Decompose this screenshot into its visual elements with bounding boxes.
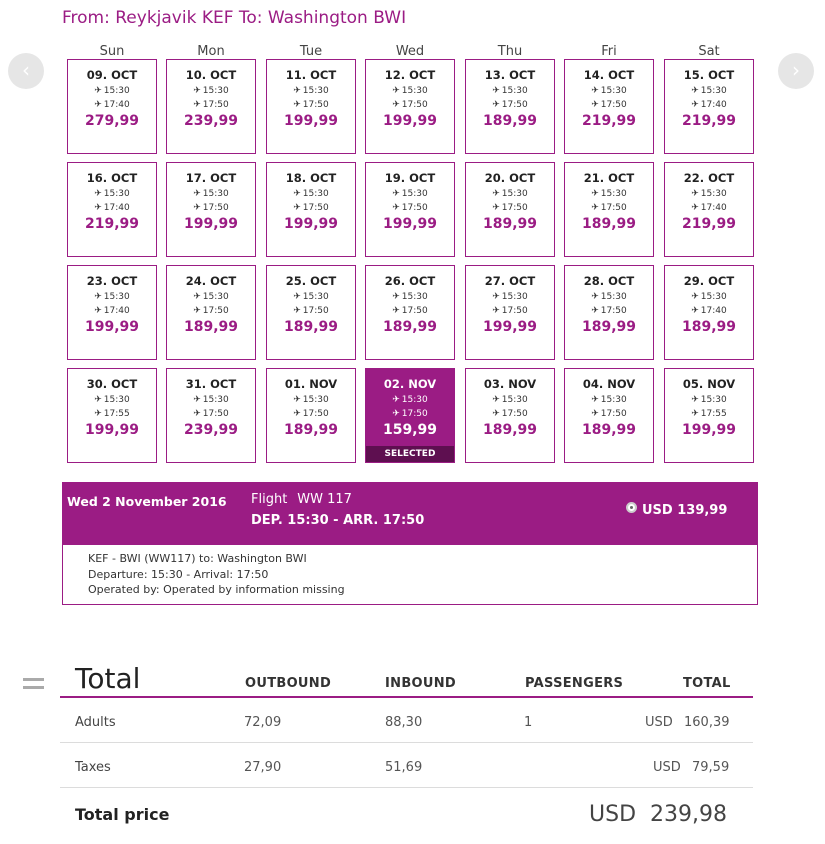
fare-date: 23. OCT (86, 274, 138, 288)
arrival-time-value: 17:50 (501, 409, 528, 419)
takeoff-icon: ✈ (691, 86, 699, 96)
summary-title: Total (75, 662, 141, 695)
fare-cell[interactable] (465, 368, 555, 463)
fare-date: 02. NOV (383, 377, 437, 391)
adults-passengers: 1 (524, 715, 533, 730)
takeoff-icon: ✈ (193, 292, 201, 302)
fare-date: 18. OCT (285, 171, 337, 185)
arrival-time (68, 98, 156, 112)
arrival-time (167, 201, 255, 215)
arrival-time-value: 17:50 (600, 306, 627, 316)
fare-price: 219,99 (681, 113, 737, 129)
fare-price[interactable]: USD 139,99 (642, 503, 728, 518)
arrival-time-value: 17:50 (302, 100, 329, 110)
fare-date: 20. OCT (484, 171, 536, 185)
weekday-header: Tue (299, 44, 323, 59)
fare-cell[interactable] (365, 265, 455, 360)
departure-time (565, 187, 653, 201)
flight-operator-line: Operated by: Operated by information missing (88, 583, 345, 596)
takeoff-icon: ✈ (193, 189, 201, 199)
fare-price: 189,99 (681, 319, 737, 335)
fare-date: 17. OCT (185, 171, 237, 185)
landing-icon: ✈ (94, 203, 102, 213)
fare-price: 189,99 (382, 319, 438, 335)
departure-time (466, 84, 554, 98)
arrival-time-value: 17:50 (501, 306, 528, 316)
fare-date: 11. OCT (285, 68, 337, 82)
takeoff-icon: ✈ (392, 86, 400, 96)
arrival-time-value: 17:50 (302, 409, 329, 419)
arrival-time-value: 17:40 (700, 306, 727, 316)
departure-time (68, 290, 156, 304)
landing-icon: ✈ (392, 306, 400, 316)
fare-price: 199,99 (382, 113, 438, 129)
weekday-header: Wed (395, 44, 425, 59)
fare-cell[interactable] (266, 368, 356, 463)
landing-icon: ✈ (94, 409, 102, 419)
landing-icon: ✈ (193, 306, 201, 316)
fare-price: 239,99 (183, 422, 239, 438)
arrival-time (366, 407, 454, 421)
arrival-time-value: 17:40 (103, 100, 130, 110)
fare-cell[interactable] (664, 162, 754, 257)
fare-cell-selected[interactable] (365, 368, 455, 463)
fare-date: 01. NOV (284, 377, 338, 391)
takeoff-icon: ✈ (691, 189, 699, 199)
departure-time-value: 15:30 (600, 292, 627, 302)
departure-time-value: 15:30 (401, 395, 428, 405)
fare-date: 21. OCT (583, 171, 635, 185)
takeoff-icon: ✈ (392, 292, 400, 302)
weekday-header: Sat (698, 44, 720, 59)
takeoff-icon: ✈ (492, 86, 500, 96)
departure-time-value: 15:30 (103, 395, 130, 405)
fare-date: 12. OCT (384, 68, 436, 82)
departure-time-value: 15:30 (501, 189, 528, 199)
total-price-amount: 239,98 (650, 802, 727, 827)
fare-cell[interactable] (67, 162, 157, 257)
takeoff-icon: ✈ (591, 292, 599, 302)
departure-time (366, 290, 454, 304)
arrival-time-value: 17:40 (700, 100, 727, 110)
fare-cell[interactable] (465, 162, 555, 257)
fare-price: 199,99 (84, 422, 140, 438)
arrival-time (565, 201, 653, 215)
fare-price: 199,99 (283, 113, 339, 129)
takeoff-icon: ✈ (193, 86, 201, 96)
departure-time (366, 187, 454, 201)
flight-date: Wed 2 November 2016 (67, 494, 227, 509)
total-header: TOTAL (683, 676, 731, 691)
fare-price: 189,99 (482, 216, 538, 232)
departure-time-value: 15:30 (401, 86, 428, 96)
departure-time-value: 15:30 (700, 292, 727, 302)
fare-cell[interactable] (166, 162, 256, 257)
departure-time (267, 290, 355, 304)
arrival-time (366, 201, 454, 215)
fare-date: 10. OCT (185, 68, 237, 82)
landing-icon: ✈ (591, 100, 599, 110)
takeoff-icon: ✈ (94, 189, 102, 199)
takeoff-icon: ✈ (492, 292, 500, 302)
landing-icon: ✈ (392, 203, 400, 213)
weekday-header: Sun (99, 44, 125, 59)
departure-time (68, 393, 156, 407)
flight-label: Flight (251, 492, 288, 507)
departure-time-value: 15:30 (401, 189, 428, 199)
weekday-header: Mon (197, 44, 225, 59)
landing-icon: ✈ (691, 203, 699, 213)
departure-time-value: 15:30 (501, 292, 528, 302)
takeoff-icon: ✈ (293, 189, 301, 199)
departure-time-value: 15:30 (202, 86, 229, 96)
takeoff-icon: ✈ (392, 189, 400, 199)
row-divider (60, 742, 753, 743)
fare-cell[interactable] (266, 265, 356, 360)
total-price-label: Total price (75, 805, 170, 824)
fare-cell[interactable] (365, 162, 455, 257)
landing-icon: ✈ (392, 100, 400, 110)
fare-radio-button[interactable] (626, 502, 637, 513)
landing-icon: ✈ (691, 100, 699, 110)
fare-date: 05. NOV (682, 377, 736, 391)
arrival-time (665, 98, 753, 112)
fare-price: 189,99 (283, 319, 339, 335)
departure-time (366, 393, 454, 407)
selected-badge: SELECTED (366, 446, 454, 462)
fare-cell[interactable] (564, 368, 654, 463)
takeoff-icon: ✈ (492, 189, 500, 199)
fare-cell[interactable] (266, 162, 356, 257)
flight-number: WW 117 (297, 492, 352, 507)
takeoff-icon: ✈ (94, 395, 102, 405)
flight-time-line: Departure: 15:30 - Arrival: 17:50 (88, 567, 269, 581)
fare-price: 199,99 (482, 319, 538, 335)
outbound-header: OUTBOUND (245, 676, 332, 691)
fare-price: 189,99 (581, 216, 637, 232)
fare-price: 279,99 (84, 113, 140, 129)
weekday-header: Thu (497, 44, 523, 59)
taxes-label: Taxes (75, 760, 111, 775)
adults-outbound: 72,09 (244, 715, 282, 730)
arrival-time-value: 17:50 (202, 306, 229, 316)
fare-date: 19. OCT (384, 171, 436, 185)
flight-number-line (251, 492, 362, 507)
fare-date: 09. OCT (86, 68, 138, 82)
summary-divider (60, 696, 753, 698)
fare-date: 04. NOV (582, 377, 636, 391)
departure-time (665, 393, 753, 407)
arrival-time (565, 98, 653, 112)
fare-cell[interactable] (365, 59, 455, 154)
arrival-time-value: 17:50 (501, 203, 528, 213)
departure-time-value: 15:30 (401, 292, 428, 302)
fare-price: 219,99 (84, 216, 140, 232)
passengers-header: PASSENGERS (525, 676, 624, 691)
departure-time (167, 84, 255, 98)
adults-currency: USD (645, 715, 673, 730)
departure-time (466, 393, 554, 407)
landing-icon: ✈ (492, 409, 500, 419)
fare-price: 199,99 (283, 216, 339, 232)
landing-icon: ✈ (392, 409, 400, 419)
departure-time (565, 84, 653, 98)
departure-time (665, 84, 753, 98)
landing-icon: ✈ (492, 306, 500, 316)
takeoff-icon: ✈ (691, 292, 699, 302)
arrival-time (267, 304, 355, 318)
fare-date: 31. OCT (185, 377, 237, 391)
fare-price: 189,99 (581, 319, 637, 335)
departure-time-value: 15:30 (202, 395, 229, 405)
departure-time-value: 15:30 (600, 395, 627, 405)
adults-label: Adults (75, 715, 116, 730)
landing-icon: ✈ (193, 100, 201, 110)
weekday-header: Fri (601, 44, 617, 59)
arrival-time-value: 17:50 (302, 203, 329, 213)
departure-time-value: 15:30 (600, 86, 627, 96)
landing-icon: ✈ (293, 306, 301, 316)
arrival-time (267, 98, 355, 112)
fare-price: 199,99 (183, 216, 239, 232)
departure-time (466, 290, 554, 304)
fare-date: 24. OCT (185, 274, 237, 288)
taxes-inbound: 51,69 (385, 760, 423, 775)
landing-icon: ✈ (492, 100, 500, 110)
arrival-time (665, 407, 753, 421)
arrival-time-value: 17:40 (103, 203, 130, 213)
landing-icon: ✈ (94, 100, 102, 110)
fare-cell[interactable] (465, 265, 555, 360)
fare-price: 199,99 (681, 422, 737, 438)
adults-inbound: 88,30 (385, 715, 423, 730)
departure-time (267, 393, 355, 407)
taxes-currency: USD (653, 760, 681, 775)
fare-date: 22. OCT (683, 171, 735, 185)
landing-icon: ✈ (193, 409, 201, 419)
arrival-time (565, 304, 653, 318)
fare-price: 189,99 (183, 319, 239, 335)
arrival-time-value: 17:50 (401, 306, 428, 316)
takeoff-icon: ✈ (392, 395, 400, 405)
flight-times: DEP. 15:30 - ARR. 17:50 (251, 513, 425, 528)
arrival-time (366, 304, 454, 318)
arrival-time-value: 17:50 (401, 100, 428, 110)
landing-icon: ✈ (691, 409, 699, 419)
takeoff-icon: ✈ (492, 395, 500, 405)
departure-time-value: 15:30 (103, 292, 130, 302)
arrival-time (366, 98, 454, 112)
fare-date: 29. OCT (683, 274, 735, 288)
arrival-time (466, 304, 554, 318)
takeoff-icon: ✈ (293, 292, 301, 302)
arrival-time-value: 17:50 (202, 203, 229, 213)
takeoff-icon: ✈ (591, 189, 599, 199)
arrival-time-value: 17:50 (600, 203, 627, 213)
fare-date: 15. OCT (683, 68, 735, 82)
fare-price: 189,99 (581, 422, 637, 438)
fare-cell[interactable] (564, 162, 654, 257)
fare-cell[interactable] (564, 59, 654, 154)
departure-time-value: 15:30 (302, 189, 329, 199)
route-title: From: Reykjavik KEF To: Washington BWI (62, 8, 407, 28)
takeoff-icon: ✈ (591, 395, 599, 405)
arrival-time (267, 407, 355, 421)
departure-time (366, 84, 454, 98)
fare-cell[interactable] (166, 59, 256, 154)
departure-time-value: 15:30 (600, 189, 627, 199)
departure-time-value: 15:30 (302, 395, 329, 405)
fare-price: 189,99 (283, 422, 339, 438)
menu-icon[interactable] (23, 678, 44, 694)
landing-icon: ✈ (591, 306, 599, 316)
fare-price: 199,99 (382, 216, 438, 232)
takeoff-icon: ✈ (193, 395, 201, 405)
fare-price: 199,99 (84, 319, 140, 335)
fare-price: 189,99 (482, 422, 538, 438)
departure-time-value: 15:30 (103, 86, 130, 96)
previous-week-button[interactable]: ‹ (8, 53, 44, 89)
landing-icon: ✈ (591, 409, 599, 419)
departure-time-value: 15:30 (302, 292, 329, 302)
departure-time-value: 15:30 (700, 189, 727, 199)
inbound-header: INBOUND (385, 676, 457, 691)
fare-price: 159,99 (382, 422, 438, 438)
fare-date: 13. OCT (484, 68, 536, 82)
takeoff-icon: ✈ (591, 86, 599, 96)
fare-date: 27. OCT (484, 274, 536, 288)
arrival-time (565, 407, 653, 421)
fare-cell[interactable] (664, 368, 754, 463)
landing-icon: ✈ (94, 306, 102, 316)
departure-time (565, 290, 653, 304)
arrival-time-value: 17:50 (302, 306, 329, 316)
departure-time (267, 84, 355, 98)
departure-time (665, 290, 753, 304)
fare-price: 239,99 (183, 113, 239, 129)
arrival-time-value: 17:50 (501, 100, 528, 110)
fare-cell[interactable] (166, 368, 256, 463)
fare-cell[interactable] (664, 59, 754, 154)
arrival-time (68, 304, 156, 318)
arrival-time (665, 201, 753, 215)
fare-date: 26. OCT (384, 274, 436, 288)
fare-date: 16. OCT (86, 171, 138, 185)
takeoff-icon: ✈ (293, 86, 301, 96)
arrival-time (68, 407, 156, 421)
departure-time-value: 15:30 (700, 395, 727, 405)
arrival-time-value: 17:40 (700, 203, 727, 213)
arrival-time-value: 17:50 (401, 409, 428, 419)
departure-time-value: 15:30 (501, 395, 528, 405)
departure-time (565, 393, 653, 407)
landing-icon: ✈ (293, 409, 301, 419)
fare-date: 25. OCT (285, 274, 337, 288)
landing-icon: ✈ (691, 306, 699, 316)
arrival-time-value: 17:50 (202, 100, 229, 110)
arrival-time-value: 17:50 (202, 409, 229, 419)
takeoff-icon: ✈ (293, 395, 301, 405)
departure-time-value: 15:30 (202, 189, 229, 199)
arrival-time-value: 17:40 (103, 306, 130, 316)
departure-time (167, 187, 255, 201)
arrival-time (267, 201, 355, 215)
landing-icon: ✈ (293, 100, 301, 110)
arrival-time-value: 17:55 (700, 409, 727, 419)
fare-date: 14. OCT (583, 68, 635, 82)
departure-time-value: 15:30 (202, 292, 229, 302)
next-week-button[interactable]: › (778, 53, 814, 89)
takeoff-icon: ✈ (691, 395, 699, 405)
fare-date: 30. OCT (86, 377, 138, 391)
taxes-outbound: 27,90 (244, 760, 282, 775)
arrival-time (167, 304, 255, 318)
arrival-time (665, 304, 753, 318)
arrival-time (68, 201, 156, 215)
departure-time-value: 15:30 (501, 86, 528, 96)
departure-time (466, 187, 554, 201)
fare-cell[interactable] (67, 368, 157, 463)
departure-time (167, 393, 255, 407)
fare-cell[interactable] (664, 265, 754, 360)
adults-total: 160,39 (684, 715, 730, 730)
fare-price: 189,99 (482, 113, 538, 129)
departure-time-value: 15:30 (302, 86, 329, 96)
arrival-time-value: 17:50 (401, 203, 428, 213)
departure-time (167, 290, 255, 304)
departure-time (68, 187, 156, 201)
total-price-value (589, 802, 727, 827)
arrival-time (167, 407, 255, 421)
fare-cell[interactable] (67, 265, 157, 360)
fare-date: 03. NOV (483, 377, 537, 391)
total-price-currency: USD (589, 802, 637, 827)
fare-date: 28. OCT (583, 274, 635, 288)
departure-time (665, 187, 753, 201)
takeoff-icon: ✈ (94, 86, 102, 96)
fare-price: 219,99 (681, 216, 737, 232)
flight-details (62, 545, 758, 605)
fare-cell[interactable] (166, 265, 256, 360)
landing-icon: ✈ (293, 203, 301, 213)
row-divider (60, 787, 753, 788)
fare-cell[interactable] (564, 265, 654, 360)
fare-cell[interactable] (266, 59, 356, 154)
arrival-time (466, 98, 554, 112)
arrival-time (167, 98, 255, 112)
landing-icon: ✈ (492, 203, 500, 213)
fare-cell[interactable] (465, 59, 555, 154)
flight-route-line: KEF - BWI (WW117) to: Washington BWI (88, 552, 307, 565)
departure-time-value: 15:30 (700, 86, 727, 96)
fare-cell[interactable] (67, 59, 157, 154)
arrival-time (466, 407, 554, 421)
departure-time-value: 15:30 (103, 189, 130, 199)
arrival-time (466, 201, 554, 215)
selected-flight-bar (62, 482, 758, 545)
arrival-time-value: 17:55 (103, 409, 130, 419)
fare-price: 219,99 (581, 113, 637, 129)
departure-time (267, 187, 355, 201)
landing-icon: ✈ (591, 203, 599, 213)
takeoff-icon: ✈ (94, 292, 102, 302)
arrival-time-value: 17:50 (600, 100, 627, 110)
arrival-time-value: 17:50 (600, 409, 627, 419)
landing-icon: ✈ (193, 203, 201, 213)
taxes-total: 79,59 (692, 760, 730, 775)
departure-time (68, 84, 156, 98)
